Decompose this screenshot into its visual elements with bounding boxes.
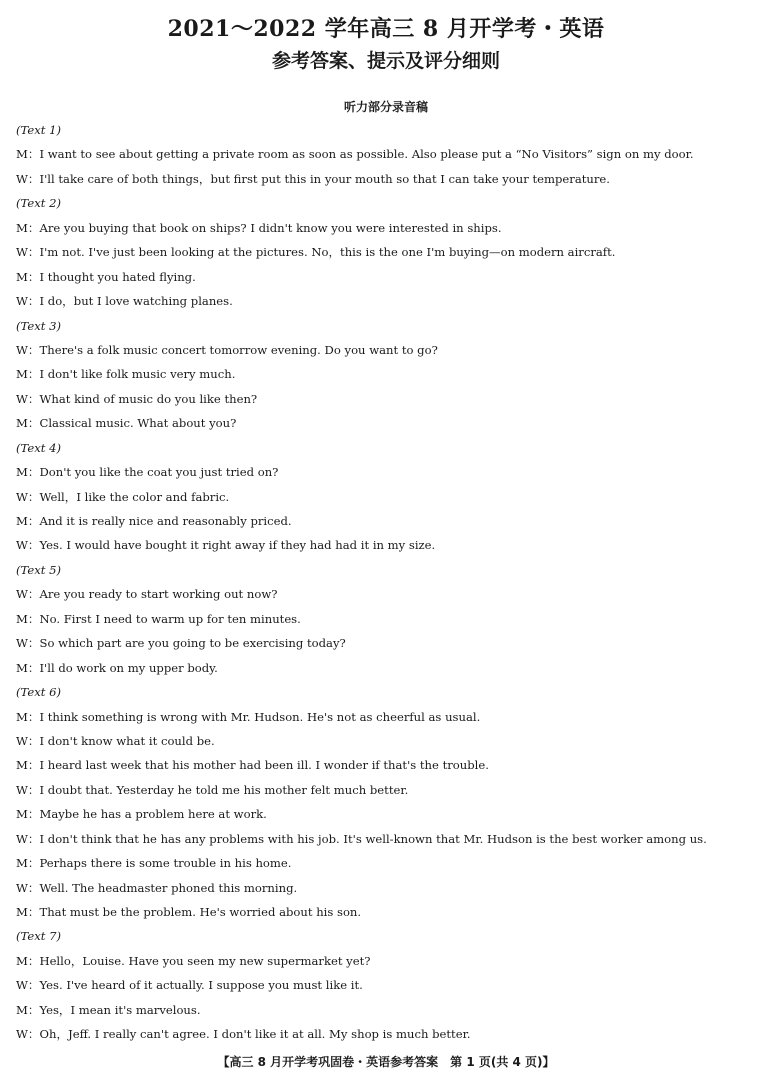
section-title: 听力部分录音稿 — [343, 100, 428, 114]
transcript-line: M：I thought you hated flying. — [16, 269, 196, 284]
text-section-label: (Text 2) — [16, 196, 61, 211]
transcript-line: M：No. First I need to warm up for ten minutes. — [16, 611, 301, 626]
transcript-line: M：I want to see about getting a private room as soon as possible. Also please put a “No Visitors” sign on my door. — [16, 147, 694, 162]
document-subtitle: 参考答案、提示及评分细则 — [271, 50, 500, 72]
document-title: 2021～2022 学年高三 8 月开学考・英语 — [167, 16, 605, 42]
transcript-lines — [16, 121, 761, 1050]
transcript-line: W：I don't think that he has any problems with his job. It's well-known that Mr. Hudson is the best worker among us. — [16, 831, 707, 846]
transcript-line: M：That must be the problem. He's worried about his son. — [16, 905, 362, 919]
transcript-line: W：I don't know what it could be. — [16, 733, 215, 748]
transcript-line: W：I doubt that. Yesterday he told me his mother felt much better. — [16, 782, 409, 797]
transcript-line: W：So which part are you going to be exercising today? — [16, 636, 346, 651]
text-section-label: (Text 6) — [16, 685, 61, 700]
transcript-line: W：There's a folk music concert tomorrow evening. Do you want to go? — [16, 342, 438, 357]
transcript-line: W：Yes. I've heard of it actually. I suppose you must like it. — [16, 978, 363, 993]
transcript-line: M：I don't like folk music very much. — [16, 367, 236, 382]
text-section-label: (Text 3) — [16, 318, 61, 333]
text-section-label: (Text 5) — [16, 562, 61, 577]
transcript-line: M：Yes，I mean it's marvelous. — [16, 1002, 201, 1017]
transcript-line: M：I heard last week that his mother had been ill. I wonder if that's the trouble. — [16, 758, 489, 773]
transcript-line: W：I'll take care of both things，but first put this in your mouth so that I can take your temperature. — [16, 171, 610, 186]
transcript-line: W：What kind of music do you like then? — [16, 391, 258, 406]
transcript-line: M：I'll do work on my upper body. — [16, 660, 218, 675]
transcript-line: M：Hello，Louise. Have you seen my new supermarket yet? — [16, 953, 371, 968]
transcript-line: M：And it is really nice and reasonably priced. — [16, 514, 292, 528]
transcript-line: W：Well. The headmaster phoned this morning. — [16, 880, 298, 895]
transcript-line: M：Maybe he has a problem here at work. — [16, 807, 267, 822]
transcript-line: M：Perhaps there is some trouble in his home. — [16, 856, 292, 871]
transcript-line: W：Oh，Jeff. I really can't agree. I don't like it at all. My shop is much better. — [16, 1027, 471, 1042]
transcript-line: W：Are you ready to start working out now? — [16, 587, 278, 602]
transcript-line: W：I do，but I love watching planes. — [16, 294, 233, 309]
transcript-line: W：Yes. I would have bought it right away if they had had it in my size. — [16, 538, 436, 553]
text-section-label: (Text 4) — [16, 440, 61, 455]
transcript-line: M：Are you buying that book on ships? I didn't know you were interested in ships. — [16, 220, 502, 235]
transcript-line: W：I'm not. I've just been looking at the pictures. No，this is the one I'm buying—on modern aircraft. — [16, 245, 616, 260]
text-section-label: (Text 7) — [16, 929, 61, 944]
transcript-line: M：Classical music. What about you? — [16, 416, 237, 431]
page-footer: 【高三 8 月开学考巩固卷・英语参考答案 第 1 页(共 4 页)】 — [217, 1055, 555, 1069]
transcript-line: W：Well，I like the color and fabric. — [16, 489, 230, 504]
transcript-line: M：I think something is wrong with Mr. Hudson. He's not as cheerful as usual. — [16, 709, 481, 724]
text-section-label: (Text 1) — [16, 123, 61, 137]
transcript-line: M：Don't you like the coat you just tried on? — [16, 465, 279, 480]
